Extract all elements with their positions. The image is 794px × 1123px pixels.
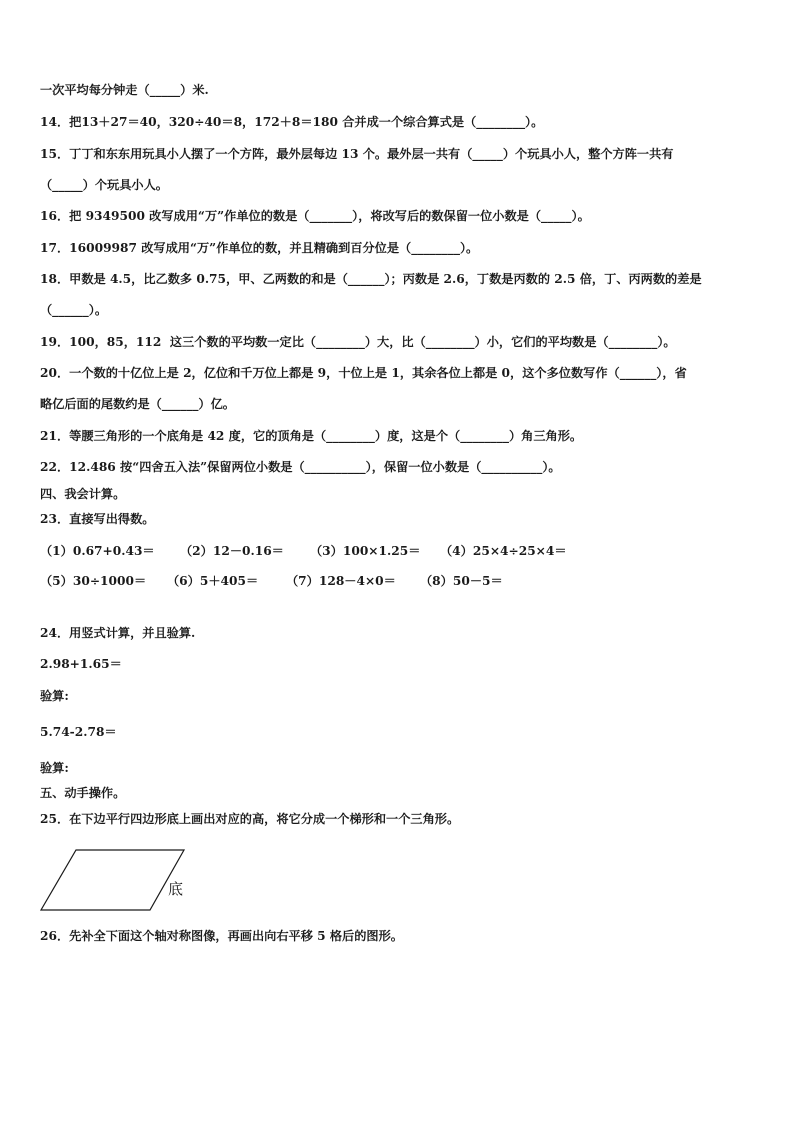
calc-add: 2.98+1.65＝ — [40, 657, 122, 671]
question-20: 20．一个数的十亿位上是 2，亿位和千万位上都是 9，十位上是 1，其余各位上都是 0，这个多位数写作（______），省 — [40, 366, 687, 380]
check-label-1: 验算: — [40, 689, 69, 703]
calc-7: （7）128－4×0＝ — [286, 574, 396, 588]
check-label-2: 验算: — [40, 761, 69, 775]
calc-1: （1）0.67+0.43＝ — [40, 544, 155, 558]
calc-6: （6）5＋405＝ — [167, 574, 259, 588]
section-4-heading: 四、我会计算。 — [40, 487, 126, 501]
question-22: 22．12.486 按“四舍五入法”保留两位小数是（__________），保留一位小数是（__________）。 — [40, 460, 561, 474]
question-25: 25．在下边平行四边形底上画出对应的高，将它分成一个梯形和一个三角形。 — [40, 812, 460, 826]
parallelogram — [41, 850, 184, 910]
question-18: 18．甲数是 4.5，比乙数多 0.75，甲、乙两数的和是（______）；丙数是 2.6，丁数是丙数的 2.5 倍，丁、丙两数的差是 — [40, 272, 702, 286]
question-15: 15．丁丁和东东用玩具小人摆了一个方阵，最外层每边 13 个。最外层一共有（_____）个玩具小人，整个方阵一共有 — [40, 147, 674, 161]
question-18-cont: （______）。 — [40, 303, 108, 317]
question-14: 14．把13＋27＝40，320÷40＝8，172＋8＝180 合并成一个综合算式是（________）。 — [40, 115, 544, 129]
question-24: 24．用竖式计算，并且验算. — [40, 626, 196, 640]
question-21: 21．等腰三角形的一个底角是 42 度，它的顶角是（________）度，这是个（________）角三角形。 — [40, 429, 583, 443]
line-cont-13: 一次平均每分钟走（_____）米. — [40, 83, 209, 97]
question-15-cont: （_____）个玩具小人。 — [40, 178, 168, 192]
calc-4: （4）25×4÷25×4＝ — [440, 544, 567, 558]
question-16: 16．把 9349500 改写成用“万”作单位的数是（_______），将改写后的数保留一位小数是（_____）。 — [40, 209, 590, 223]
base-label: 底 — [168, 882, 184, 898]
calc-8: （8）50－5＝ — [420, 574, 503, 588]
calc-5: （5）30÷1000＝ — [40, 574, 147, 588]
question-20-cont: 略亿后面的尾数约是（______）亿。 — [40, 397, 235, 411]
section-5-heading: 五、动手操作。 — [40, 786, 126, 800]
question-26: 26．先补全下面这个轴对称图像，再画出向右平移 5 格后的图形。 — [40, 929, 403, 943]
parallelogram-figure — [38, 848, 198, 916]
question-23: 23．直接写出得数。 — [40, 512, 155, 526]
question-19: 19．100，85，112 这三个数的平均数一定比（________）大，比（________）小，它们的平均数是（________）。 — [40, 335, 676, 349]
calc-2: （2）12－0.16＝ — [180, 544, 284, 558]
calc-sub: 5.74-2.78＝ — [40, 725, 117, 739]
calc-3: （3）100×1.25＝ — [310, 544, 421, 558]
question-17: 17．16009987 改写成用“万”作单位的数，并且精确到百分位是（________）。 — [40, 241, 479, 255]
